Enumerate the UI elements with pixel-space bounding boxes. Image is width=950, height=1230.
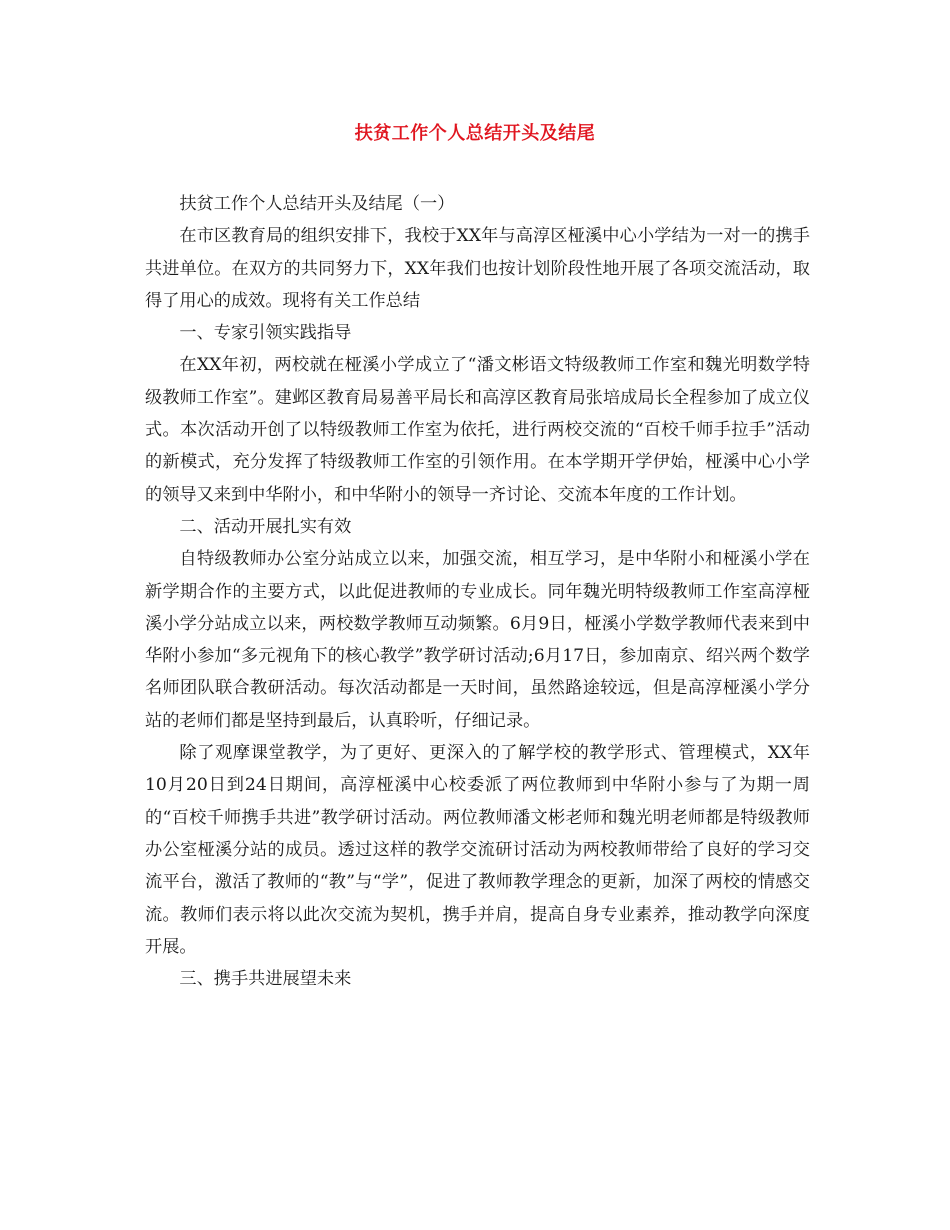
paragraph-section-1: 在XX年初，两校就在桠溪小学成立了“潘文彬语文特级教师工作室和魏光明数学特级教师工作室”。建邺区教育局易善平局长和高淳区教育局张培成局长全程参加了成立仪式。本次活动开创了以特级教师工作室为依托，进行两校交流的“百校千师手拉手”活动的新模式，充分发挥了特级教师工作室的引领作用。在本学期开学伊始，桠溪中心小学的领导又来到中华附小，和中华附小的领导一齐讨论、交流本年度的工作计划。 <box>145 355 810 505</box>
paragraph-section-2b: 除了观摩课堂教学，为了更好、更深入的了解学校的教学形式、管理模式，XX年10月20日到24日期间，高淳桠溪中心校委派了两位教师到中华附小参与了为期一周的“百校千师携手共进”教学研讨活动。两位教师潘文彬老师和魏光明老师都是特级教师办公室桠溪分站的成员。透过这样的教学交流研讨活动为两校教师带给了良好的学习交流平台，激活了教师的“教”与“学”，促进了教师教学理念的更新，加深了两校的情感交流。教师们表示将以此次交流为契机，携手并肩，提高自身专业素养，推动教学向深度开展。 <box>145 743 810 957</box>
document-body <box>145 188 810 995</box>
document-title: 扶贫工作个人总结开头及结尾 <box>354 123 596 144</box>
section-heading-2: 二、活动开展扎实有效 <box>179 516 352 537</box>
paragraph-subtitle: 扶贫工作个人总结开头及结尾（一） <box>179 194 455 214</box>
paragraph-intro: 在市区教育局的组织安排下，我校于XX年与高淳区桠溪中心小学结为一对一的携手共进单位。在双方的共同努力下，XX年我们也按计划阶段性地开展了各项交流活动，取得了用心的成效。现将有关工作总结 <box>145 226 810 311</box>
section-heading-3: 三、携手共进展望未来 <box>179 969 352 990</box>
paragraph-section-2a: 自特级教师办公室分站成立以来，加强交流，相互学习，是中华附小和桠溪小学在新学期合作的主要方式，以此促进教师的专业成长。同年魏光明特级教师工作室高淳桠溪小学分站成立以来，两校数学教师互动频繁。6月9日，桠溪小学数学教师代表来到中华附小参加“多元视角下的核心教学”教学研讨活动;6月17日，参加南京、绍兴两个数学名师团队联合教研活动。每次活动都是一天时间，虽然路途较远，但是高淳桠溪小学分站的老师们都是坚持到最后，认真聆听，仔细记录。 <box>145 549 810 731</box>
section-heading-1: 一、专家引领实践指导 <box>179 323 352 344</box>
